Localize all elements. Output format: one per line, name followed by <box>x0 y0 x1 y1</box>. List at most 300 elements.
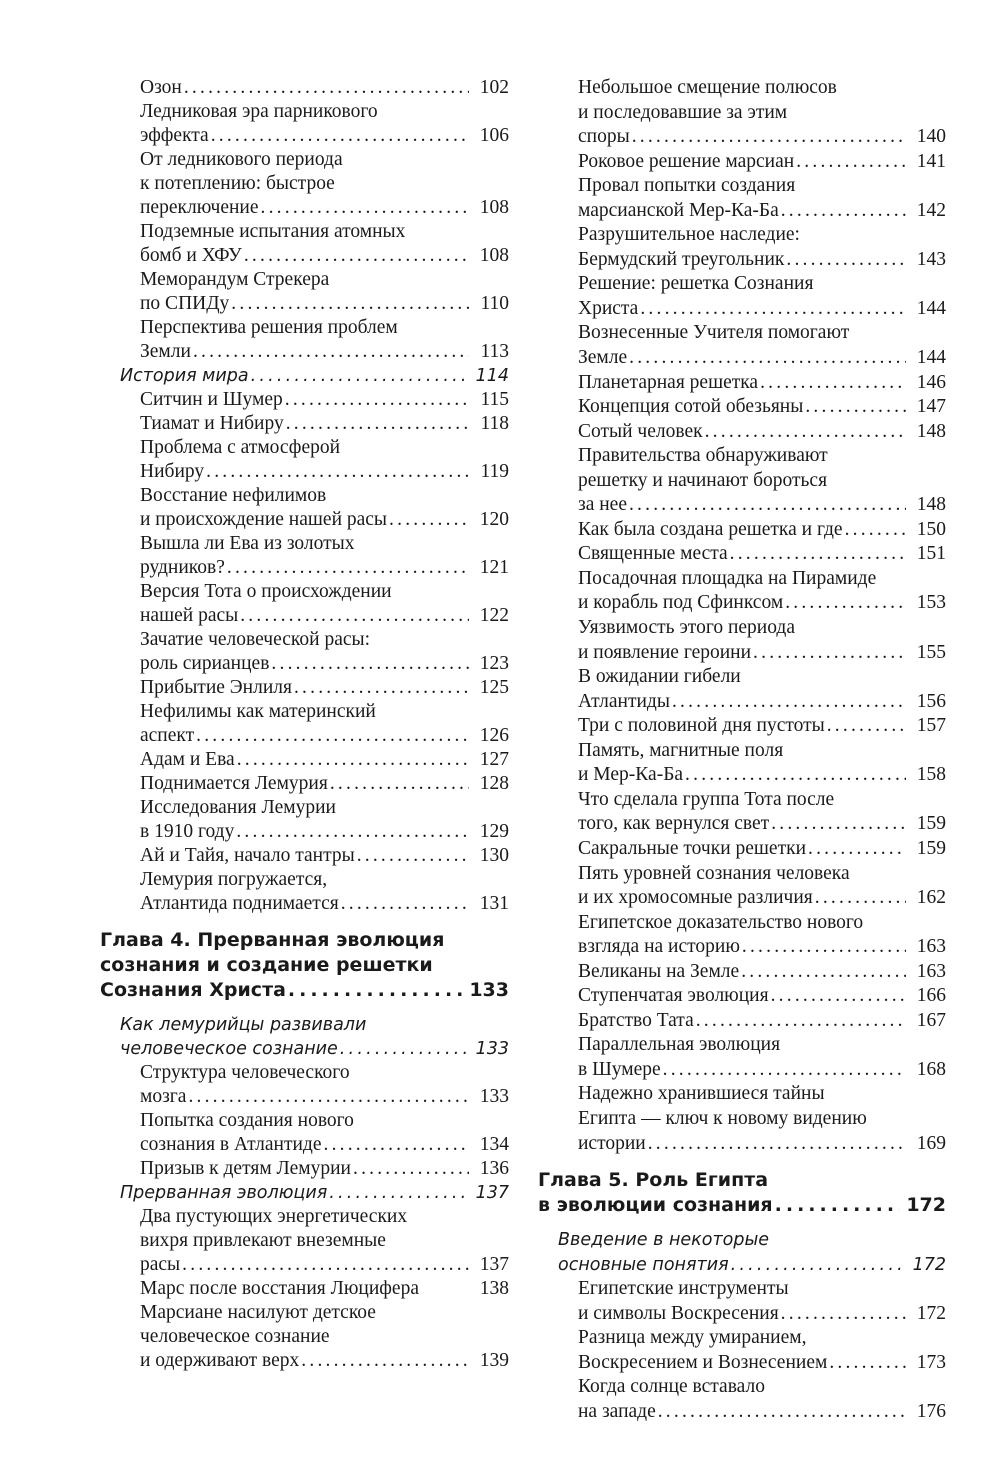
toc-entry-title: Параллельная эволюция <box>578 1034 781 1056</box>
toc-entry-sub[interactable] <box>100 868 509 916</box>
page-number: 121 <box>479 557 509 578</box>
toc-entry-sub[interactable] <box>538 321 946 370</box>
page-number: 172 <box>916 1302 946 1324</box>
dot-leader <box>760 371 906 396</box>
toc-entry-line <box>578 150 946 175</box>
toc-entry-title: Проблема с атмосферой <box>140 437 341 458</box>
page-number: 150 <box>916 518 946 540</box>
dot-leader <box>244 244 469 268</box>
toc-entry-line <box>120 364 509 388</box>
toc-entry-line <box>578 518 946 543</box>
toc-entry-title: человеческое сознание <box>140 1326 330 1347</box>
toc-entry-title: Нибиру <box>140 461 205 482</box>
toc-entry-title: Великаны на Земле <box>578 960 740 982</box>
toc-entry-title: Глава 5. Роль Египта <box>538 1169 769 1192</box>
dot-leader <box>285 388 469 412</box>
toc-entry-sub[interactable] <box>538 567 946 616</box>
dot-leader <box>753 641 906 666</box>
toc-entry-line <box>578 641 946 666</box>
toc-entry-sub[interactable] <box>538 542 946 567</box>
toc-entry-title: Уязвимость этого периода <box>578 617 796 639</box>
page-number: 134 <box>479 1134 509 1155</box>
page-number: 130 <box>479 845 509 866</box>
toc-entry-line <box>140 604 509 628</box>
toc-entry-section[interactable] <box>538 1228 946 1277</box>
toc-entry-line <box>140 100 509 124</box>
dot-leader <box>730 542 906 567</box>
dot-leader <box>196 724 469 748</box>
toc-entry-title: Как лемурийцы развивали <box>120 1015 367 1035</box>
toc-entry-line <box>578 567 946 592</box>
toc-entry-title: и одерживают верх <box>140 1350 300 1371</box>
dot-leader <box>288 978 463 1003</box>
toc-entry-sub[interactable] <box>100 1301 509 1373</box>
page-number: 139 <box>479 1350 509 1371</box>
dot-leader <box>629 346 906 371</box>
toc-entry-sub[interactable] <box>538 984 946 1009</box>
toc-entry-title: Атлантида поднимается <box>140 893 339 914</box>
dot-leader <box>827 714 906 739</box>
page-number: 144 <box>916 297 946 319</box>
page-number: 163 <box>916 936 946 958</box>
page-number: 119 <box>480 461 509 482</box>
toc-entry-title: Вознесенные Учителя помогают <box>578 322 850 344</box>
dot-leader <box>775 1193 900 1218</box>
toc-entry-line <box>578 739 946 764</box>
dot-leader <box>629 493 906 518</box>
toc-entry-line <box>140 388 509 412</box>
page-number: 108 <box>479 245 509 266</box>
dot-leader <box>211 124 469 148</box>
toc-entry-sub[interactable] <box>538 1326 946 1375</box>
toc-entry-line <box>140 1229 509 1253</box>
toc-entry-sub[interactable] <box>538 862 946 911</box>
page-number: 166 <box>916 985 946 1007</box>
toc-entry-section[interactable] <box>100 364 509 388</box>
toc-entry-title: и Мер-Ка-Ба <box>578 764 684 786</box>
toc-entry-sub[interactable] <box>100 484 509 532</box>
toc-entry-sub[interactable] <box>538 1375 946 1424</box>
toc-entry-line <box>578 714 946 739</box>
toc-entry-line <box>578 444 946 469</box>
toc-entry-line <box>140 844 509 868</box>
dot-leader <box>771 812 906 837</box>
page-number: 144 <box>916 347 946 369</box>
toc-entry-title: Посадочная площадка на Пирамиде <box>578 567 877 589</box>
toc-entry-sub[interactable] <box>100 796 509 844</box>
dot-leader <box>301 1349 469 1373</box>
toc-entry-line <box>578 542 946 567</box>
page-number: 128 <box>479 773 509 794</box>
page-number: 133 <box>469 979 509 1001</box>
toc-entry-line <box>140 1133 509 1157</box>
page-number: 168 <box>916 1058 946 1080</box>
toc-entry-line <box>140 196 509 220</box>
toc-entry-title: нашей расы <box>140 605 239 626</box>
page-number: 148 <box>916 420 946 442</box>
toc-entry-sub[interactable] <box>100 580 509 628</box>
dot-leader <box>341 892 469 916</box>
toc-entry-title: и последовавшие за этим <box>578 101 788 123</box>
toc-entry-line <box>140 676 509 700</box>
dot-leader <box>648 1132 906 1157</box>
dot-leader <box>815 886 906 911</box>
page-number: 141 <box>916 150 946 172</box>
toc-entry-section[interactable] <box>100 1013 509 1061</box>
toc-entry-sub[interactable] <box>538 420 946 445</box>
toc-entry-line <box>140 652 509 676</box>
toc-entry-line <box>578 125 946 150</box>
toc-entry-title: по СПИДу <box>140 293 230 314</box>
toc-entry-title: Надежно хранившиеся тайны <box>578 1083 825 1105</box>
toc-entry-title: Планетарная решетка <box>578 371 759 393</box>
toc-entry-line <box>578 1375 946 1400</box>
dot-leader <box>796 150 906 175</box>
toc-entry-sub[interactable] <box>100 844 509 868</box>
toc-entry-title: в Шумере <box>578 1058 661 1080</box>
toc-entry-title: Что сделала группа Тота после <box>578 788 835 810</box>
toc-entry-line <box>578 690 946 715</box>
toc-entry-title: аспект <box>140 725 195 746</box>
dot-leader <box>672 690 906 715</box>
toc-entry-title: Восстание нефилимов <box>140 485 327 506</box>
toc-entry-sub[interactable] <box>538 960 946 985</box>
toc-entry-line <box>578 665 946 690</box>
page-number: 137 <box>475 1183 509 1203</box>
toc-entry-line <box>578 1351 946 1376</box>
toc-entry-sub[interactable] <box>538 272 946 321</box>
toc-entry-title: мозга <box>140 1086 187 1107</box>
toc-entry-sub[interactable] <box>538 1009 946 1034</box>
toc-entry-sub[interactable] <box>538 150 946 175</box>
toc-entry-line <box>140 1157 509 1181</box>
toc-entry-sub[interactable] <box>538 1082 946 1156</box>
page-number: 102 <box>479 77 509 98</box>
toc-entry-title: Земли <box>140 341 191 362</box>
toc-entry-title: на западе <box>578 1400 656 1422</box>
toc-entry-title: Меморандум Стрекера <box>140 269 330 290</box>
dot-leader <box>227 556 469 580</box>
toc-column-left <box>100 76 509 1373</box>
toc-entry-chapter[interactable] <box>100 928 509 1003</box>
toc-entry-line <box>140 796 509 820</box>
toc-entry-title: и появление героини <box>578 641 752 663</box>
toc-entry-title: того, как вернулся свет <box>578 813 770 835</box>
toc-entry-line <box>140 172 509 196</box>
toc-entry-line <box>578 272 946 297</box>
toc-entry-line <box>140 1061 509 1085</box>
toc-entry-line <box>140 1085 509 1109</box>
toc-entry-title: в 1910 году <box>140 821 235 842</box>
toc-entry-title: в эволюции сознания <box>538 1194 773 1217</box>
page-number: 138 <box>479 1278 509 1299</box>
toc-entry-title: Глава 4. Прерванная эволюция <box>100 929 445 951</box>
toc-entry-title: Исследования Лемурии <box>140 797 336 818</box>
page-number: 159 <box>916 813 946 835</box>
page-number: 162 <box>916 887 946 909</box>
dot-leader <box>845 518 906 543</box>
toc-entry-line <box>578 101 946 126</box>
toc-entry-sub[interactable] <box>100 772 509 796</box>
page-number: 176 <box>916 1400 946 1422</box>
toc-entry-title: Египетское доказательство нового <box>578 911 864 933</box>
toc-entry-line <box>140 1109 509 1133</box>
toc-entry-line <box>140 628 509 652</box>
toc-entry-title: От ледникового периода <box>140 149 343 170</box>
toc-entry-title: Роковое решение марсиан <box>578 150 795 172</box>
toc-entry-line <box>578 984 946 1009</box>
toc-entry-title: Как была создана решетка и где <box>578 518 843 540</box>
toc-entry-line <box>578 1107 946 1132</box>
toc-entry-title: Разница между умиранием, <box>578 1327 807 1349</box>
toc-entry-title: решетку и начинают бороться <box>578 469 828 491</box>
toc-entry-line <box>578 321 946 346</box>
toc-entry-title: Два пустующих энергетических <box>140 1206 408 1227</box>
toc-entry-line <box>578 493 946 518</box>
toc-entry-title: Христа <box>578 297 639 319</box>
toc-entry-line <box>578 911 946 936</box>
toc-entry-title: Лемурия погружается, <box>140 869 328 890</box>
toc-entry-line <box>140 820 509 844</box>
toc-entry-sub[interactable] <box>538 1277 946 1326</box>
page-number: 110 <box>480 293 509 314</box>
toc-entry-sub[interactable] <box>100 100 509 148</box>
dot-leader <box>829 1351 906 1376</box>
toc-entry-line <box>578 1277 946 1302</box>
toc-entry-title: История мира <box>120 366 249 386</box>
toc-entry-title: Подземные испытания атомных <box>140 221 406 242</box>
toc-entry-sub[interactable] <box>100 1277 509 1301</box>
toc-entry-title: бомб и ХФУ <box>140 245 242 266</box>
page-number: 113 <box>480 341 509 362</box>
dot-leader <box>357 844 469 868</box>
toc-entry-line <box>578 935 946 960</box>
dot-leader <box>805 395 906 420</box>
toc-entry-sub[interactable] <box>100 316 509 364</box>
toc-entry-title: Разрушительное наследие: <box>578 224 800 246</box>
page-number: 114 <box>475 366 509 386</box>
toc-entry-line <box>558 1253 946 1278</box>
toc-entry-line <box>140 724 509 748</box>
dot-leader <box>271 652 469 676</box>
toc-entry-sub[interactable] <box>100 1205 509 1277</box>
page-number: 148 <box>916 494 946 516</box>
toc-entry-line <box>578 960 946 985</box>
toc-entry-title: за нее <box>578 494 627 516</box>
toc-entry-title: расы <box>140 1254 181 1275</box>
dot-leader <box>742 935 906 960</box>
dot-leader <box>632 125 906 150</box>
toc-entry-title: взгляда на историю <box>578 936 740 958</box>
toc-entry-sub[interactable] <box>538 714 946 739</box>
toc-entry-title: сознания в Атлантиде <box>140 1134 322 1155</box>
page-number: 131 <box>479 893 509 914</box>
dot-leader <box>188 1085 469 1109</box>
toc-entry-line <box>140 892 509 916</box>
toc-entry-sub[interactable] <box>538 1033 946 1082</box>
dot-leader <box>353 1157 469 1181</box>
toc-entry-sub[interactable] <box>538 371 946 396</box>
toc-entry-line <box>140 460 509 484</box>
toc-entry-line <box>140 268 509 292</box>
toc-entry-title: Пять уровней сознания человека <box>578 862 850 884</box>
toc-entry-line <box>140 412 509 436</box>
toc-entry-line <box>120 1181 509 1205</box>
dot-leader <box>340 1037 469 1061</box>
toc-entry-line <box>578 1033 946 1058</box>
toc-entry-sub[interactable] <box>538 911 946 960</box>
toc-entry-sub[interactable] <box>100 220 509 268</box>
dot-leader <box>251 364 469 388</box>
toc-entry-sub[interactable] <box>100 412 509 436</box>
toc-entry-title: Священные места <box>578 543 728 565</box>
toc-entry-title: Прерванная эволюция <box>120 1183 328 1203</box>
toc-entry-sub[interactable] <box>538 76 946 150</box>
toc-entry-title: роль сирианцев <box>140 653 270 674</box>
toc-entry-sub[interactable] <box>538 518 946 543</box>
toc-entry-sub[interactable] <box>538 444 946 518</box>
page-number: 153 <box>916 592 946 614</box>
toc-entry-line <box>140 316 509 340</box>
toc-entry-line <box>140 748 509 772</box>
toc-entry-line <box>140 532 509 556</box>
toc-entry-sub[interactable] <box>538 616 946 665</box>
toc-entry-line <box>140 868 509 892</box>
page-number: 157 <box>916 715 946 737</box>
toc-entry-sub[interactable] <box>100 436 509 484</box>
toc-entry-sub[interactable] <box>538 223 946 272</box>
toc-entry-line <box>140 1349 509 1373</box>
toc-entry-line <box>140 220 509 244</box>
toc-entry-title: вихря привлекают внеземные <box>140 1230 386 1251</box>
toc-entry-line <box>100 978 509 1003</box>
page-number: 163 <box>916 960 946 982</box>
toc-entry-sub[interactable] <box>538 739 946 788</box>
toc-entry-title: Египта — ключ к новому видению <box>578 1107 867 1129</box>
dot-leader <box>808 837 906 862</box>
toc-entry-title: Братство Тата <box>578 1009 694 1031</box>
toc-entry-line <box>140 1253 509 1277</box>
page-number: 158 <box>916 764 946 786</box>
toc-entry-line <box>578 76 946 101</box>
toc-entry-line <box>578 788 946 813</box>
page-number: 169 <box>916 1132 946 1154</box>
toc-entry-line <box>578 1326 946 1351</box>
toc-entry-title: к потеплению: быстрое <box>140 173 335 194</box>
toc-entry-line <box>578 420 946 445</box>
dot-leader <box>731 1253 906 1278</box>
toc-entry-line <box>100 953 509 978</box>
dot-leader <box>261 196 469 220</box>
toc-entry-sub[interactable] <box>100 676 509 700</box>
page-number: 133 <box>475 1039 509 1059</box>
page-number: 136 <box>479 1158 509 1179</box>
toc-entry-sub[interactable] <box>100 532 509 580</box>
toc-entry-line <box>140 700 509 724</box>
toc-entry-line <box>538 1193 946 1218</box>
toc-entry-line <box>140 772 509 796</box>
toc-entry-title: Атлантиды <box>578 690 670 712</box>
toc-entry-title: истории <box>578 1132 646 1154</box>
toc-entry-title: Вышла ли Ева из золотых <box>140 533 355 554</box>
page-number: 115 <box>480 389 509 410</box>
dot-leader <box>286 412 469 436</box>
toc-entry-title: Нефилимы как материнский <box>140 701 376 722</box>
toc-entry-sub[interactable] <box>100 1157 509 1181</box>
toc-entry-line <box>140 1325 509 1349</box>
toc-entry-line <box>578 469 946 494</box>
page-number: 173 <box>916 1351 946 1373</box>
page-number: 122 <box>479 605 509 626</box>
toc-entry-sub[interactable] <box>538 837 946 862</box>
dot-leader <box>329 1181 469 1205</box>
toc-entry-sub[interactable] <box>100 268 509 316</box>
toc-entry-title: сознания и создание решетки <box>100 954 433 976</box>
toc-entry-title: Попытка создания нового <box>140 1110 354 1131</box>
toc-entry-line <box>578 1132 946 1157</box>
toc-entry-title: Три с половиной дня пустоты <box>578 715 825 737</box>
toc-entry-title: Провал попытки создания <box>578 175 796 197</box>
dot-leader <box>193 340 469 364</box>
dot-leader <box>786 248 906 273</box>
toc-entry-sub[interactable] <box>100 148 509 220</box>
toc-entry-sub[interactable] <box>100 748 509 772</box>
toc-entry-line <box>578 1009 946 1034</box>
page-number: 126 <box>479 725 509 746</box>
toc-entry-sub[interactable] <box>100 1109 509 1157</box>
toc-entry-sub[interactable] <box>538 788 946 837</box>
dot-leader <box>663 1058 906 1083</box>
toc-entry-title: Озон <box>140 77 182 98</box>
toc-entry-line <box>100 928 509 953</box>
toc-entry-line <box>140 508 509 532</box>
toc-entry-line <box>140 1277 509 1301</box>
toc-entry-title: Марсиане насилуют детское <box>140 1302 376 1323</box>
page-number: 155 <box>916 641 946 663</box>
toc-entry-line <box>578 1058 946 1083</box>
toc-entry-sub[interactable] <box>100 76 509 100</box>
toc-entry-chapter[interactable] <box>538 1168 946 1218</box>
toc-entry-line <box>578 591 946 616</box>
dot-leader <box>389 508 469 532</box>
toc-entry-sub[interactable] <box>538 665 946 714</box>
toc-entry-sub[interactable] <box>538 174 946 223</box>
toc-entry-title: Земле <box>578 347 628 369</box>
toc-entry-sub[interactable] <box>100 628 509 676</box>
toc-entry-sub[interactable] <box>100 1061 509 1109</box>
toc-entry-title: и корабль под Сфинксом <box>578 592 784 614</box>
toc-entry-line <box>140 124 509 148</box>
toc-entry-title: Ай и Тайя, начало тантры <box>140 845 355 866</box>
toc-entry-title: и их хромосомные различия <box>578 887 813 909</box>
toc-entry-line <box>538 1168 946 1193</box>
page-number: 140 <box>916 126 946 148</box>
toc-entry-title: Сознания Христа <box>100 979 286 1001</box>
toc-entry-sub[interactable] <box>100 700 509 748</box>
toc-entry-sub[interactable] <box>100 388 509 412</box>
toc-entry-title: и происхождение нашей расы <box>140 509 388 530</box>
toc-entry-title: Структура человеческого <box>140 1062 350 1083</box>
toc-entry-line <box>140 1301 509 1325</box>
toc-entry-section[interactable] <box>100 1181 509 1205</box>
toc-entry-title: Поднимается Лемурия <box>140 773 328 794</box>
toc-entry-title: и символы Воскресения <box>578 1302 779 1324</box>
toc-entry-title: Перспектива решения проблем <box>140 317 398 338</box>
page-number: 151 <box>916 543 946 565</box>
toc-entry-line <box>578 1082 946 1107</box>
toc-entry-sub[interactable] <box>538 395 946 420</box>
toc-entry-title: В ожидании гибели <box>578 666 741 688</box>
